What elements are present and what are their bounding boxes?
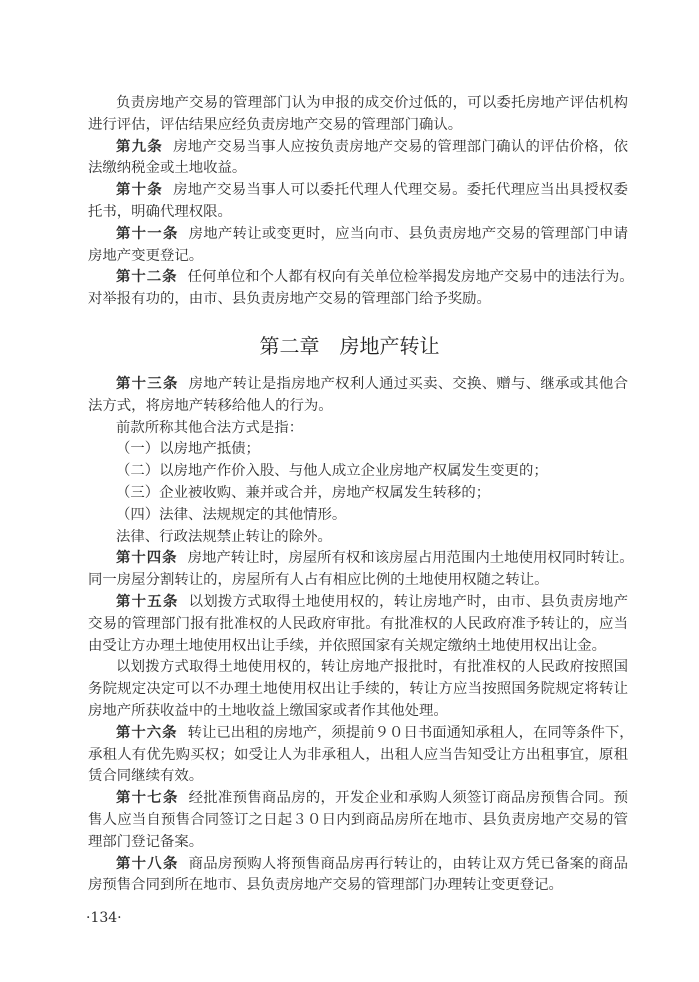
line-text: 房预售合同到所在地市、县负责房地产交易的管理部门办理转让变更登记。	[88, 877, 563, 894]
article-line	[88, 723, 634, 745]
article-number: 第十五条	[116, 593, 179, 610]
line-text: 法方式，将房地产转移给他人的行为。	[88, 397, 333, 414]
text-line	[88, 636, 628, 658]
article-number: 第十八条	[116, 855, 179, 872]
article-line	[88, 374, 628, 396]
line-text: 房地产交易当事人应按负责房地产交易的管理部门确认的评估价格，依	[173, 138, 628, 155]
line-text: 承租人有优先购买权；如受让人为非承租人，出租人应当告知受让方出租事宜，原租	[88, 746, 628, 763]
line-text: （二）以房地产作价入股、与他人成立企业房地产权属发生变更的；	[116, 463, 548, 480]
article-line	[88, 137, 628, 159]
article-number: 第十二条	[116, 269, 178, 286]
text-line	[88, 202, 628, 224]
article-number: 第九条	[116, 138, 164, 155]
line-text: 房地产转让或变更时，应当向市、县负责房地产交易的管理部门申请	[188, 225, 628, 242]
article-line	[88, 788, 628, 810]
line-text: 房地产所获收益中的土地收益上缴国家或者作其他处理。	[88, 702, 448, 719]
line-text: （三）企业被收购、兼并或合并，房地产权属发生转移的；	[116, 484, 491, 501]
line-text: 房地产变更登记。	[88, 247, 204, 264]
article-line	[88, 180, 628, 202]
text-line	[88, 766, 628, 788]
line-text: 进行评估，评估结果应经负责房地产交易的管理部门确认。	[88, 116, 463, 133]
line-text: 房地产转让时，房屋所有权和该房屋占用范围内土地使用权同时转让。	[187, 550, 634, 567]
line-text: 务院规定决定可以不办理土地使用权出让手续的，转让方应当按照国务院规定将转让	[88, 681, 628, 698]
line-text: 售人应当自预售合同签订之日起３０日内到商品房所在地市、县负责房地产交易的管	[88, 811, 628, 828]
text-block-chapter-two	[88, 374, 634, 897]
text-line	[88, 289, 628, 311]
text-line	[88, 483, 628, 505]
text-line	[88, 246, 628, 268]
article-line	[88, 224, 628, 246]
line-text: 交易的管理部门报有批准权的人民政府审批。有批准权的人民政府准予转让的，应当	[88, 615, 628, 632]
line-text: 负责房地产交易的管理部门认为申报的成交价过低的，可以委托房地产评估机构	[116, 95, 628, 111]
text-line	[88, 505, 628, 527]
line-text: 以划拨方式取得土地使用权的，转让房地产时，由市、县负责房地产	[188, 593, 628, 610]
text-line	[88, 527, 628, 549]
article-line	[88, 592, 628, 614]
article-line	[88, 548, 634, 570]
line-text: 对举报有功的，由市、县负责房地产交易的管理部门给予奖励。	[88, 291, 491, 308]
text-line	[88, 396, 628, 418]
article-line	[88, 267, 634, 289]
article-number: 第十三条	[116, 376, 179, 392]
line-text: 以划拨方式取得土地使用权的，转让房地产报批时，有批准权的人民政府按照国	[116, 659, 628, 676]
line-text: 经批准预售商品房的，开发企业和承购人须签订商品房预售合同。预	[188, 790, 628, 807]
line-text: 任何单位和个人都有权向有关单位检举揭发房地产交易中的违法行为。	[187, 269, 634, 286]
chapter-title: 第二章 房地产转让	[259, 334, 440, 358]
line-text: 法律、行政法规禁止转让的除外。	[116, 528, 332, 545]
line-text: 由受让方办理土地使用权出让手续，并依照国家有关规定缴纳土地使用权出让金。	[88, 637, 607, 654]
article-number: 第十一条	[116, 225, 179, 242]
text-line	[88, 158, 628, 180]
line-text: 前款所称其他合法方式是指：	[116, 419, 304, 436]
text-line	[88, 679, 628, 701]
article-number: 第十条	[116, 182, 164, 199]
text-line	[88, 745, 628, 767]
article-number: 第十六条	[116, 724, 178, 741]
line-text: 法缴纳税金或土地收益。	[88, 160, 247, 177]
article-line	[88, 854, 628, 876]
text-line	[88, 93, 628, 115]
page-number: ·134·	[86, 910, 122, 926]
line-text: （四）法律、法规规定的其他情形。	[116, 506, 347, 523]
text-block-before-chapter	[88, 93, 634, 311]
line-text: 托书，明确代理权限。	[88, 203, 232, 220]
line-text: （一）以房地产抵债；	[116, 441, 260, 458]
text-line	[88, 115, 628, 137]
text-line	[88, 418, 628, 440]
line-text: 转让已出租的房地产，须提前９０日书面通知承租人，在同等条件下，	[187, 724, 634, 741]
text-line	[88, 570, 628, 592]
line-text: 房地产转让是指房地产权利人通过买卖、交换、赠与、继承或其他合	[188, 376, 628, 392]
text-line	[88, 701, 628, 723]
article-number: 第十四条	[116, 550, 178, 567]
text-line	[88, 832, 628, 854]
text-line	[88, 875, 628, 897]
line-text: 商品房预购人将预售商品房再行转让的，由转让双方凭已备案的商品	[188, 855, 628, 872]
text-line	[88, 657, 628, 679]
text-line	[88, 439, 628, 461]
line-text: 同一房屋分割转让的，房屋所有人占有相应比例的土地使用权随之转让。	[88, 572, 549, 589]
text-line	[88, 461, 628, 483]
text-line	[88, 810, 628, 832]
line-text: 赁合同继续有效。	[88, 768, 204, 785]
line-text: 房地产交易当事人可以委托代理人代理交易。委托代理应当出具授权委	[173, 182, 628, 199]
text-line	[88, 614, 628, 636]
line-text: 理部门登记备案。	[88, 833, 204, 850]
article-number: 第十七条	[116, 790, 179, 807]
